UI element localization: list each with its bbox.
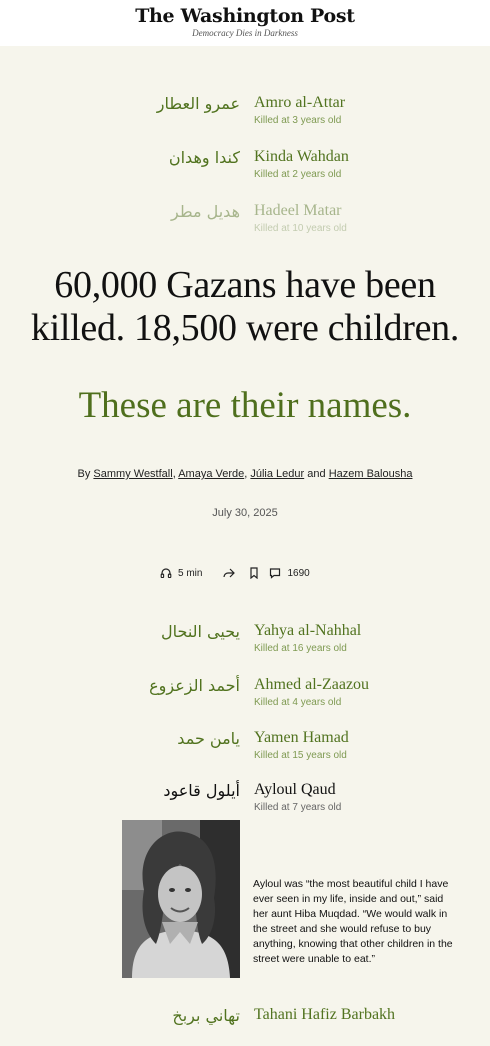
author-link[interactable]: Sammy Westfall	[93, 468, 173, 480]
name-arabic: كندا وهدان	[168, 148, 240, 167]
byline-and: and	[307, 468, 326, 480]
bookmark-button[interactable]	[249, 567, 259, 579]
comment-icon	[269, 567, 281, 579]
age-at-death: Killed at 16 years old	[254, 643, 347, 654]
name-arabic: أحمد الزعزوع	[149, 676, 240, 695]
headline-line-2: killed. 18,500 were children.	[30, 307, 460, 349]
name-entry	[0, 622, 490, 662]
name-english: Yahya al-Nahhal	[254, 622, 362, 639]
headline	[0, 264, 490, 350]
share-icon	[222, 567, 235, 579]
name-english: Amro al-Attar	[254, 94, 346, 111]
name-entry	[0, 781, 490, 821]
name-english: Kinda Wahdan	[254, 148, 349, 165]
name-english: Yamen Hamad	[254, 729, 349, 746]
name-entry	[0, 1006, 490, 1046]
name-english: Tahani Hafiz Barbakh	[254, 1006, 396, 1023]
author-link[interactable]: Júlia Ledur	[250, 468, 305, 480]
comments-button[interactable]	[269, 567, 309, 579]
byline-separator: ,	[172, 468, 176, 480]
site-tagline: Democracy Dies in Darkness	[192, 28, 298, 38]
name-entry	[0, 148, 490, 188]
name-english: Ayloul Qaud	[254, 781, 336, 798]
article-actions	[160, 564, 310, 582]
name-arabic: تهاني بربخ	[172, 1006, 240, 1025]
site-logo[interactable]: The Washington Post	[135, 5, 355, 27]
child-portrait-photo	[122, 820, 240, 978]
name-entry	[0, 94, 490, 134]
age-at-death: Killed at 2 years old	[254, 169, 342, 180]
name-entry	[0, 729, 490, 769]
name-arabic: عمرو العطار	[156, 94, 240, 113]
byline-separator: ,	[244, 468, 248, 480]
share-button[interactable]	[222, 567, 235, 579]
publish-date: July 30, 2025	[212, 507, 278, 519]
name-english: Hadeel Matar	[254, 202, 342, 219]
story-quote: Ayloul was “the most beautiful child I have ever seen in my life, inside and out,” said her aunt Hiba Muqdad. “We would walk in the street and she would refuse to buy anything, knowing that other children in the street were unable to eat.”	[253, 878, 453, 965]
comments-count: 1690	[287, 567, 310, 579]
listen-duration: 5 min	[178, 567, 203, 579]
name-arabic: يامن حمد	[177, 729, 240, 748]
headline-line-1: 60,000 Gazans have been	[54, 264, 436, 306]
age-at-death: Killed at 15 years old	[254, 750, 347, 761]
age-at-death: Killed at 4 years old	[254, 697, 342, 708]
byline	[0, 468, 490, 480]
name-entry	[0, 676, 490, 716]
byline-prefix: By	[77, 468, 91, 480]
headphones-icon	[160, 567, 172, 579]
age-at-death: Killed at 7 years old	[254, 802, 342, 813]
masthead	[0, 0, 490, 46]
listen-button[interactable]	[160, 567, 202, 579]
author-link[interactable]: Amaya Verde	[178, 468, 245, 480]
name-arabic: يحيى النحال	[160, 622, 240, 641]
author-link[interactable]: Hazem Balousha	[328, 468, 413, 480]
name-english: Ahmed al-Zaazou	[254, 676, 370, 693]
age-at-death: Killed at 3 years old	[254, 115, 342, 126]
name-arabic: أيلول قاعود	[163, 781, 240, 800]
name-arabic: هديل مطر	[170, 202, 240, 221]
subheadline: These are their names.	[78, 385, 412, 426]
bookmark-icon	[249, 567, 259, 579]
age-at-death: Killed at 10 years old	[254, 223, 347, 234]
name-entry	[0, 202, 490, 242]
